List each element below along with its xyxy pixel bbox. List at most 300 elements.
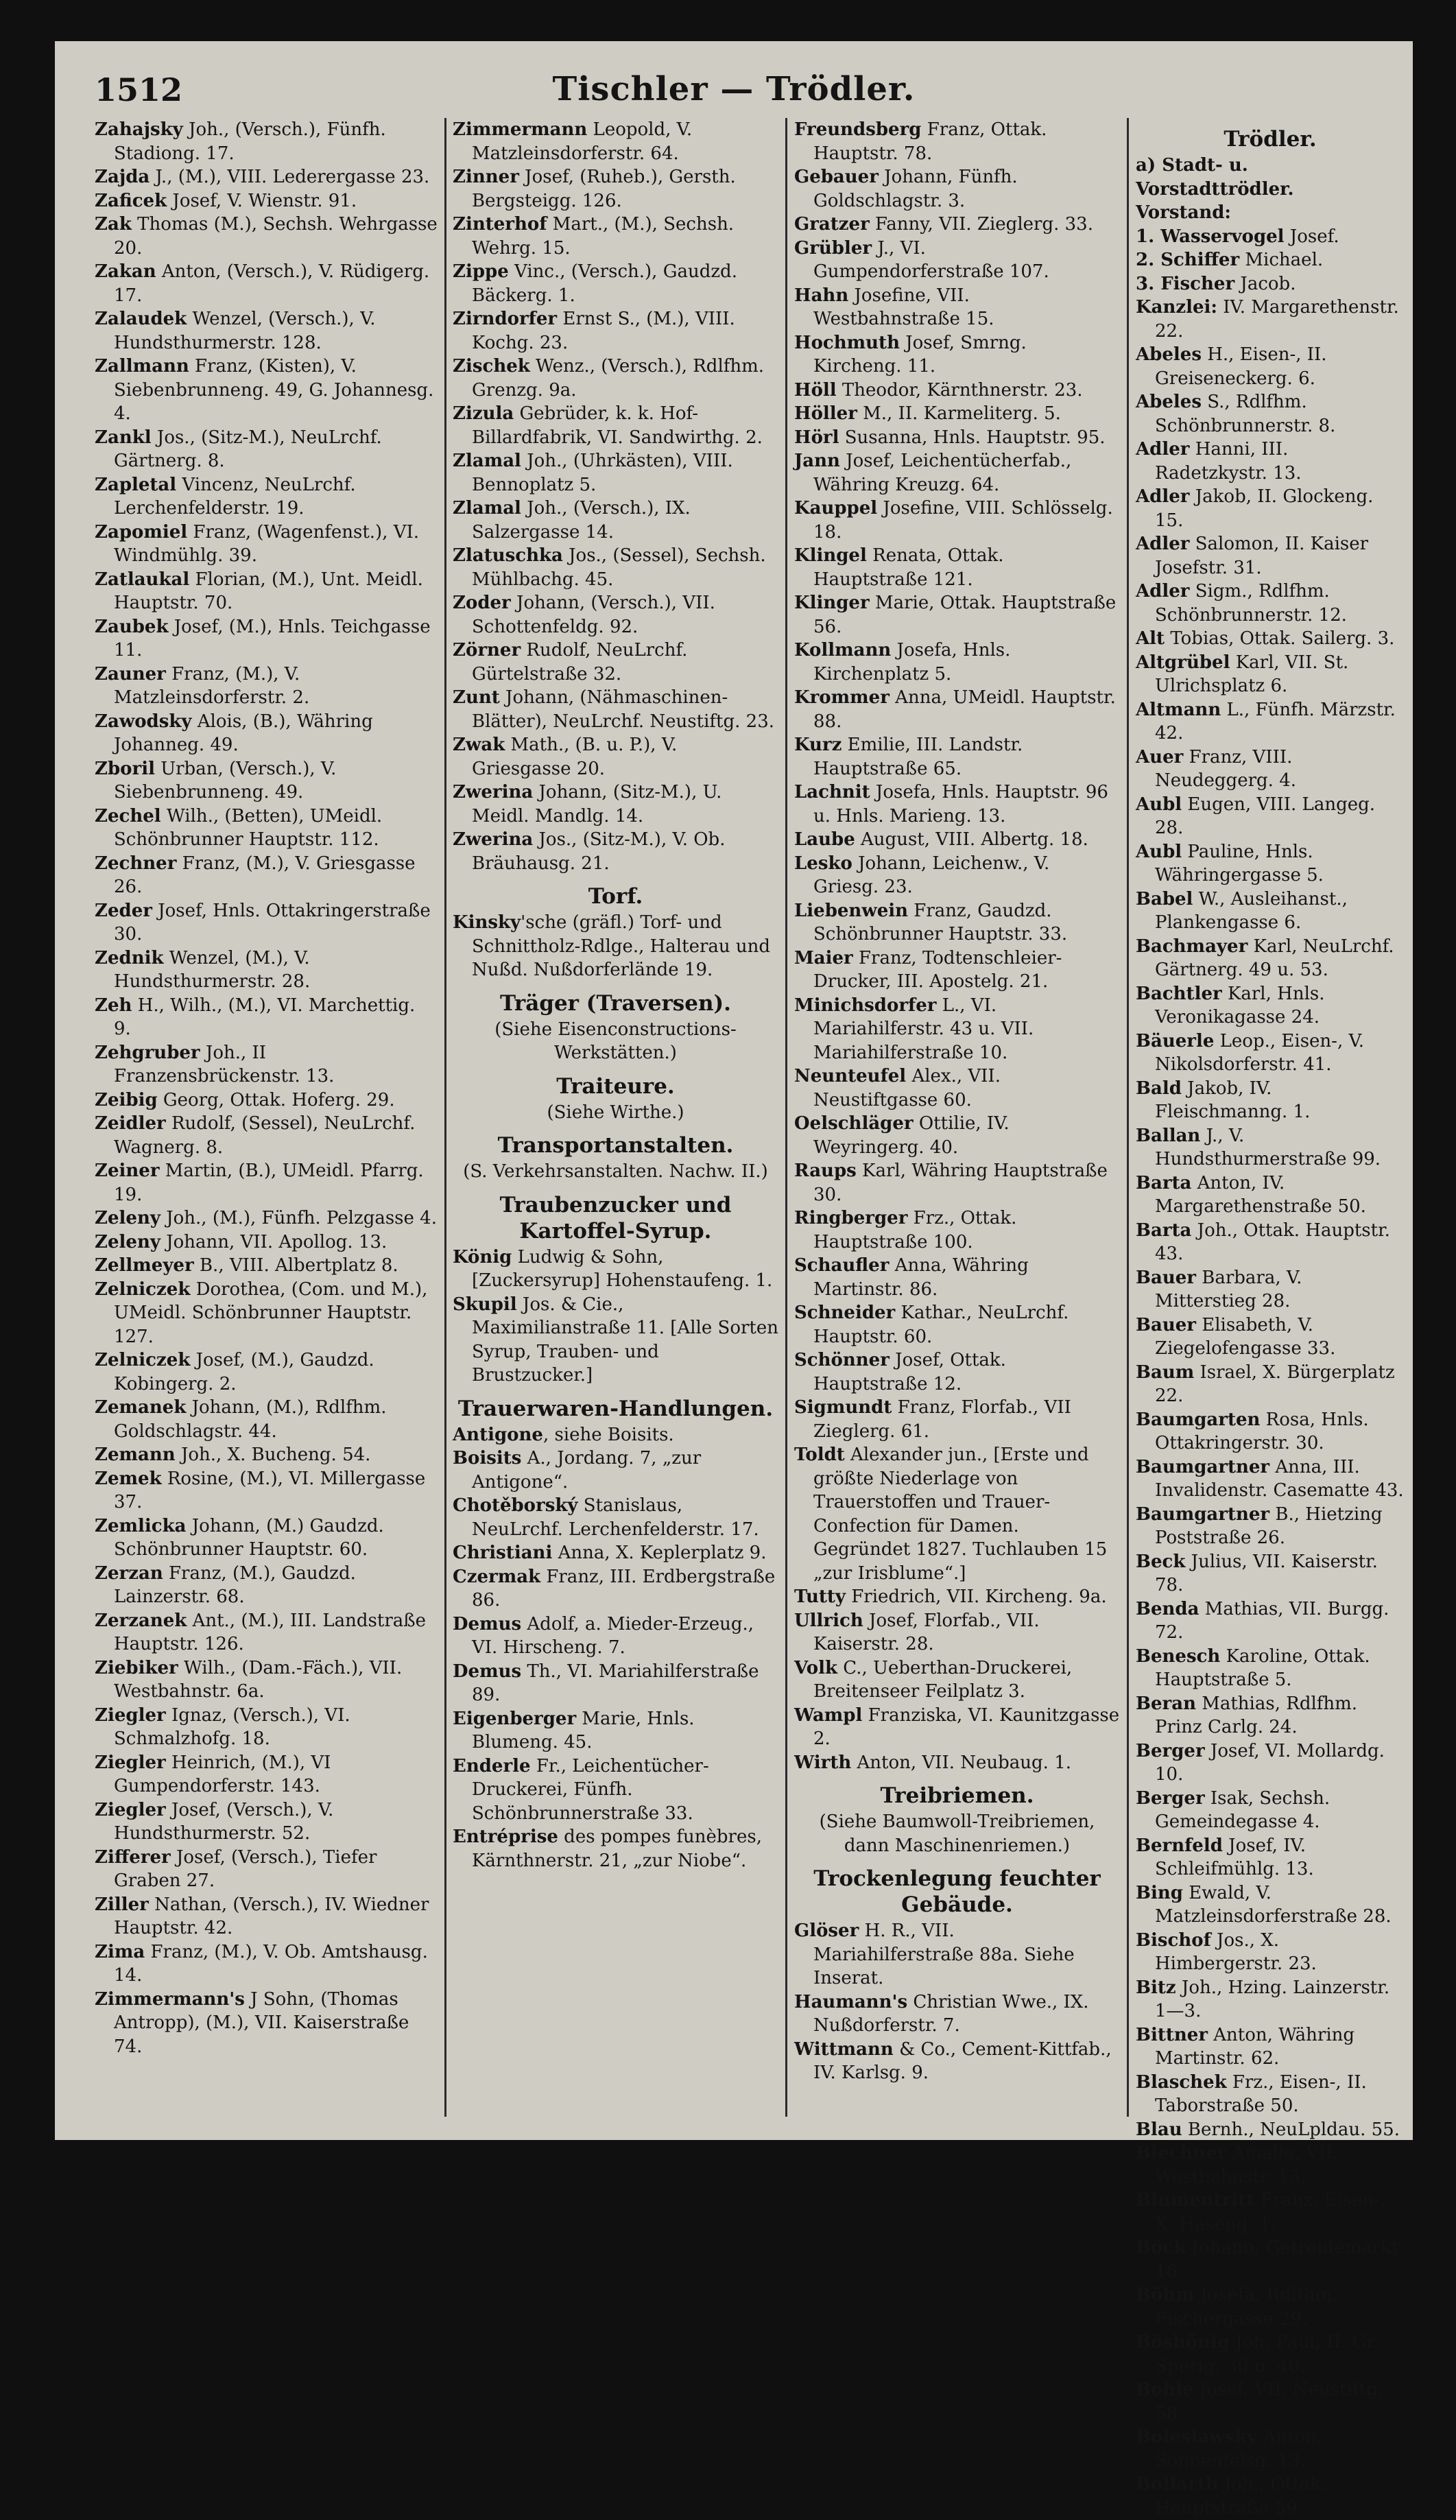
column-1 <box>95 118 438 2124</box>
entry-details: Ewald, V. Matzleinsdorferstraße 28. <box>1155 1882 1392 1927</box>
entry-details: A., Jordang. 7, „zur Antigone“. <box>472 1448 702 1493</box>
section-heading: Trockenlegung feuchter Gebäude. <box>813 1866 1101 1917</box>
directory-entry <box>95 1940 438 1988</box>
entry-name: Zunt <box>453 687 500 708</box>
directory-entry <box>794 1206 1120 1254</box>
directory-entry <box>95 521 438 568</box>
directory-entry <box>453 828 778 875</box>
column-rule <box>444 118 446 2117</box>
column-2 <box>453 118 778 2124</box>
entry-details: Sigm., Rdlfhm. Schönbrunnerstr. 12. <box>1155 581 1347 626</box>
entry-name: Zeibig <box>95 1089 158 1110</box>
directory-entry <box>1136 2473 1405 2520</box>
entry-details: Barbara, V. Mitterstieg 28. <box>1155 1267 1302 1311</box>
directory-entry <box>794 947 1120 994</box>
directory-entry <box>95 994 438 1041</box>
entry-details: Mathias, Rdlfhm. Prinz Carlg. 24. <box>1155 1693 1358 1737</box>
entry-details: Emilie, III. Landstr. Hauptstraße 65. <box>813 735 1023 779</box>
entry-name: Zauner <box>95 663 166 685</box>
directory-entry <box>95 1089 438 1113</box>
entry-name: Zelniczek <box>95 1279 191 1300</box>
entry-name: Entréprise <box>453 1827 558 1847</box>
entry-details: Johann, VII. Apollog. 13. <box>160 1231 387 1252</box>
entry-details: Rudolf, NeuLrchf. Gürtelstraße 32. <box>472 640 688 685</box>
entry-name: Ziegler <box>95 1799 166 1820</box>
directory-entry <box>95 426 438 473</box>
entry-name: Blaschek <box>1136 2071 1227 2093</box>
entry-details: Franz, Gaudzd. Schönbrunner Hauptstr. 33. <box>813 900 1068 944</box>
entry-name: Adler <box>1136 581 1190 602</box>
entry-details: Josef, Smrng. Kircheng. 11. <box>813 332 1027 377</box>
entry-name: Ringberger <box>794 1208 908 1228</box>
entry-name: Kinsky <box>453 912 521 933</box>
entry-details: Susanna, Hnls. Hauptstr. 95. <box>839 427 1106 448</box>
directory-entry <box>1136 343 1405 390</box>
entry-details: Gebrüder, k. k. Hof-Billardfabrik, VI. Sandwirthg. 2. <box>472 403 763 448</box>
entry-name: Blau <box>1136 2119 1182 2140</box>
entry-name: Ullrich <box>794 1610 863 1631</box>
entry-details: Karl, VII. St. Ulrichsplatz 6. <box>1155 652 1349 696</box>
entry-name: Oelschläger <box>794 1113 914 1134</box>
entry-name: Böck <box>1136 2237 1186 2258</box>
entry-name: Benesch <box>1136 1645 1221 1667</box>
entry-details: Martin, (B.), UMeidl. Pfarrg. 19. <box>114 1161 424 1205</box>
directory-entry <box>794 1348 1120 1396</box>
directory-entry <box>1136 2378 1405 2425</box>
entry-name: Aubl <box>1136 794 1182 815</box>
directory-entry <box>95 1041 438 1089</box>
column-rule <box>785 118 787 2117</box>
directory-entry <box>95 1396 438 1443</box>
directory-entry <box>95 1798 438 1846</box>
entry-name: Bäuerle <box>1136 1030 1215 1051</box>
directory-entry <box>95 1704 438 1751</box>
directory-entry <box>453 639 778 686</box>
entry-name: Ziebiker <box>95 1657 178 1678</box>
entry-name: Kollmann <box>794 640 892 661</box>
entry-name: Abeles <box>1136 344 1202 365</box>
entry-name: Kanzlei: <box>1136 297 1218 318</box>
entry-name: Zawodsky <box>95 711 192 732</box>
entry-details: Fanny, VII. Zieglerg. 33. <box>869 214 1093 235</box>
entry-name: Altmann <box>1136 699 1221 720</box>
entry-details: Alois, (B.), Währing Johanneg. 49. <box>114 711 373 755</box>
entry-name: Antigone <box>453 1424 543 1445</box>
entry-details: Joh., (Versch.), IX. Salzergasse 14. <box>472 498 691 543</box>
directory-entry <box>95 1278 438 1349</box>
entry-details: Josefa, Rdlfhm. Fischergasse 29. <box>1155 2285 1338 2329</box>
directory-entry <box>794 426 1120 450</box>
entry-details: H., Eisen-, II. Greiseneckerg. 6. <box>1155 344 1327 389</box>
entry-details: Josef, Florfab., VII. Kaiserstr. 28. <box>813 1610 1040 1654</box>
subheading: Vorstand: <box>1136 202 1232 223</box>
entry-name: Zboril <box>95 758 155 779</box>
entry-name: Wirth <box>794 1752 852 1773</box>
directory-entry <box>95 189 438 213</box>
entry-details: IV. Margarethenstr. 22. <box>1155 297 1399 342</box>
entry-details: Jos. & Cie., Maximilianstraße 11. [Alle Sorten Syrup, Trauben- und Brustzucker.] <box>472 1294 778 1386</box>
entry-details: Alex., VII. Neustiftgasse 60. <box>813 1066 1001 1110</box>
entry-details: Jakob, IV. Fleischmanng. 1. <box>1155 1078 1311 1122</box>
entry-name: Zemann <box>95 1445 176 1465</box>
directory-entry <box>794 165 1120 213</box>
directory-entry <box>453 1423 778 1447</box>
entry-details: W., Ausleihanst., Plankengasse 6. <box>1155 888 1348 933</box>
entry-details: Anton, Währing Martinstr. 62. <box>1155 2024 1355 2069</box>
entry-details: Franz, (M.), V. Matzleinsdorferstr. 2. <box>114 663 310 708</box>
entry-name: Zemlicka <box>95 1515 187 1536</box>
directory-entry <box>794 449 1120 497</box>
entry-details: Jacob. <box>1234 273 1296 294</box>
entry-name: Liebenwein <box>794 900 909 921</box>
entry-details: Ludwig & Sohn, [Zuckersyrup] Hohenstaufeng. 1. <box>472 1246 773 1291</box>
entry-name: Zifferer <box>95 1846 171 1868</box>
directory-entry <box>95 1751 438 1798</box>
entry-name: Zlatuschka <box>453 545 563 566</box>
entry-name: Laube <box>794 829 855 850</box>
entry-name: Zankl <box>95 427 152 448</box>
entry-name: Boisits <box>453 1448 522 1469</box>
entry-details: Joh. Paul, II. Gr. Sperlg. 30 u. 40. <box>1155 2332 1379 2377</box>
entry-name: Zellmeyer <box>95 1255 194 1276</box>
entry-details: Vincenz, NeuLrchf. Lerchenfelderstr. 19. <box>114 474 356 519</box>
entry-details: Franz, (M.), V. Griesgasse 26. <box>114 853 416 897</box>
directory-entry <box>453 1825 778 1873</box>
entry-name: Zemek <box>95 1468 162 1489</box>
entry-name: Zehgruber <box>95 1042 200 1063</box>
directory-entry <box>95 710 438 757</box>
directory-entry <box>794 497 1120 544</box>
entry-name: Glöser <box>794 1921 859 1941</box>
entry-name: Maier <box>794 947 853 968</box>
entry-name: Bauer <box>1136 1267 1196 1288</box>
entry-name: Zaficek <box>95 190 167 211</box>
entry-details: Joh., Hzing. Lainzerstr. 1—3. <box>1155 1977 1390 2021</box>
entry-details: & Co., Cement-Kittfab., IV. Karlsg. 9. <box>813 2038 1112 2083</box>
entry-name: Zapletal <box>95 474 177 495</box>
entry-name: Raups <box>794 1161 857 1181</box>
entry-name: Adler <box>1136 534 1190 554</box>
directory-entry <box>1136 1361 1405 1408</box>
entry-name: König <box>453 1246 512 1268</box>
directory-entry <box>794 994 1120 1065</box>
entry-details: Josef, V. Wienstr. 91. <box>167 190 357 211</box>
directory-entry <box>453 1755 778 1826</box>
entry-details: Franz, (Kisten), V. Siebenbrunneng. 49, G. Johannesg. 4. <box>114 356 434 424</box>
directory-entry <box>794 591 1120 639</box>
directory-entry <box>95 1893 438 1940</box>
entry-name: Baumgartner <box>1136 1503 1270 1525</box>
entry-name: Klingel <box>794 545 867 566</box>
entry-details: Josef, (M.), Hnls. Teichgasse 11. <box>114 616 431 661</box>
entry-name: Babel <box>1136 888 1193 910</box>
entry-details: Heinrich, (M.), VI Gumpendorferstr. 143. <box>114 1752 331 1796</box>
directory-entry <box>1136 2189 1405 2236</box>
entry-details: Johann, Fünfh. Goldschlagstr. 3. <box>813 167 1018 211</box>
directory-entry <box>453 544 778 591</box>
directory-entry <box>1136 1550 1405 1597</box>
entry-details: Hanni, III. Radetzkystr. 13. <box>1155 439 1302 484</box>
entry-name: Grübler <box>794 237 872 259</box>
entry-details: C., Ueberthan-Druckerei, Breitenseer Feilplatz 3. <box>813 1657 1073 1702</box>
entry-details: Theodor, Kärnthnerstr. 23. <box>836 379 1083 401</box>
entry-details: Anton, (Versch.), V. Rüdigerg. 17. <box>114 261 430 306</box>
entry-details: Rosine, (M.), VI. Millergasse 37. <box>114 1468 426 1512</box>
entry-details: J Sohn, (Thomas Antropp), (M.), VII. Kaiserstraße 74. <box>114 1988 409 2057</box>
directory-entry <box>794 213 1120 237</box>
entry-details: Math., (B. u. P.), V. Griesgasse 20. <box>472 735 678 779</box>
directory-entry <box>1136 2071 1405 2118</box>
directory-entry <box>794 1919 1120 1990</box>
directory-entry <box>1136 1881 1405 1929</box>
directory-entry <box>453 733 778 781</box>
entry-name: Benda <box>1136 1598 1200 1619</box>
entry-details: Josef, Hnls. Ottakringerstraße 30. <box>114 900 431 944</box>
entry-details: Anna, III. Invalidenstr. Casematte 43. <box>1155 1456 1404 1501</box>
entry-details: Johann, (Nähmaschinen-Blätter), NeuLrchf. Neustiftg. 23. <box>472 687 774 732</box>
entry-name: Zeiner <box>95 1161 160 1181</box>
entry-name: Zinterhof <box>453 214 547 235</box>
directory-entry <box>453 497 778 544</box>
directory-entry <box>794 852 1120 899</box>
entry-name: Demus <box>453 1661 522 1682</box>
entry-name: Ziller <box>95 1894 149 1915</box>
entry-name: Gratzer <box>794 214 870 235</box>
entry-details: H., Wilh., (M.), VI. Marchettig. 9. <box>114 995 416 1039</box>
directory-entry <box>1136 2236 1405 2283</box>
entry-name: Demus <box>453 1613 522 1635</box>
entry-name: Böshönig <box>1136 2332 1230 2353</box>
directory-entry <box>1136 2023 1405 2071</box>
entry-name: Zelniczek <box>95 1350 191 1370</box>
entry-name: Sigmundt <box>794 1397 892 1418</box>
directory-entry <box>1136 793 1405 840</box>
directory-entry <box>453 1613 778 1660</box>
entry-name: Zakan <box>95 261 156 282</box>
entry-details: Frz., Ottak. Hauptstraße 100. <box>813 1208 1017 1252</box>
entry-name: Berger <box>1136 1740 1205 1761</box>
entry-details: Josef, (M.), Gaudzd. Kobingerg. 2. <box>114 1350 374 1394</box>
directory-entry <box>1136 1739 1405 1787</box>
entry-details: Friedrich, VII. Kircheng. 9a. <box>846 1586 1107 1607</box>
entry-details: Josef, (Ruheb.), Gersth. Bergsteigg. 126. <box>472 167 736 211</box>
entry-details: Thomas (M.), Sechsh. Wehrgasse 20. <box>114 214 438 259</box>
entry-details: Stanislaus, NeuLrchf. Lerchenfelderstr. 17. <box>472 1495 759 1540</box>
entry-name: Zak <box>95 214 132 235</box>
directory-entry <box>95 615 438 663</box>
entry-name: Aubl <box>1136 841 1182 862</box>
entry-name: Zwak <box>453 735 505 755</box>
entry-name: Zlamal <box>453 498 521 519</box>
directory-entry <box>794 1990 1120 2038</box>
directory-entry <box>794 1585 1120 1609</box>
section-heading: Traiteure. <box>556 1073 675 1099</box>
entry-details: Karl, NeuLrchf. Gärtnerg. 49 u. 53. <box>1155 936 1394 980</box>
entry-name: Schönner <box>794 1350 890 1370</box>
entry-name: Krommer <box>794 687 890 708</box>
section-heading: Trödler. <box>1224 127 1317 152</box>
directory-entry <box>95 1988 438 2059</box>
entry-name: Wittmann <box>794 2038 894 2060</box>
entry-name: Böhm <box>1136 2285 1195 2305</box>
directory-entry <box>1136 1692 1405 1739</box>
entry-name: Barta <box>1136 1220 1192 1241</box>
directory-entry <box>1136 580 1405 627</box>
entry-name: Lachnit <box>794 782 870 803</box>
entry-name: Hahn <box>794 285 849 306</box>
directory-entry <box>1136 532 1405 580</box>
directory-entry <box>1136 698 1405 746</box>
directory-entry <box>794 118 1120 165</box>
directory-entry <box>453 1565 778 1613</box>
entry-name: Beran <box>1136 1693 1196 1714</box>
directory-entry <box>794 1396 1120 1443</box>
entry-name: Zizula <box>453 403 514 424</box>
entry-name: Altgrübel <box>1136 652 1230 673</box>
directory-entry <box>95 1254 438 1278</box>
entry-details: Urban, (Versch.), V. Siebenbrunneng. 49. <box>114 758 337 803</box>
entry-name: Zima <box>95 1941 145 1962</box>
entry-details: August, VIII. Albertg. 18. <box>855 829 1088 850</box>
entry-name: Zeder <box>95 900 152 921</box>
directory-entry <box>1136 2141 1405 2189</box>
directory-entry <box>453 1447 778 1494</box>
entry-name: Hochmuth <box>794 332 900 353</box>
directory-page <box>55 41 1413 2519</box>
entry-name: Bald <box>1136 1078 1182 1099</box>
directory-entry <box>794 899 1120 947</box>
entry-name: 1. Wasservogel <box>1136 226 1285 247</box>
entry-details: Kathar., NeuLrchf. Hauptstr. 60. <box>813 1303 1069 1347</box>
entry-name: Baumgarten <box>1136 1409 1261 1430</box>
directory-entry <box>95 1467 438 1514</box>
entry-details: Josefa, Hnls. Kirchenplatz 5. <box>813 640 1011 685</box>
entry-details: Joh., X. Bucheng. 54. <box>175 1445 371 1465</box>
entry-name: Skupil <box>453 1294 517 1315</box>
directory-entry <box>794 237 1120 284</box>
directory-entry <box>794 1443 1120 1585</box>
directory-entry <box>1136 840 1405 888</box>
entry-name: Höller <box>794 403 857 424</box>
directory-entry <box>1136 746 1405 793</box>
directory-entry <box>453 260 778 307</box>
entry-details: Ernst S., (M.), VIII. Kochg. 23. <box>472 309 735 353</box>
directory-entry <box>1136 1408 1405 1455</box>
directory-entry <box>794 733 1120 781</box>
directory-entry <box>453 1707 778 1755</box>
directory-entry <box>453 449 778 497</box>
entry-details: J., (M.), VIII. Lederergasse 23. <box>150 167 430 187</box>
entry-name: Zwerina <box>453 829 534 850</box>
section-heading: Traubenzucker und Kartoffel-Syrup. <box>499 1192 732 1244</box>
entry-details: Franziska, VI. Kaunitzgasse 2. <box>813 1704 1120 1749</box>
entry-details: Ant., (M.), III. Landstraße Hauptstr. 126. <box>114 1610 426 1654</box>
directory-entry <box>1136 2118 1405 2142</box>
entry-details: Alexander jun., [Erste und größte Niederlage von Trauerstoffen und Trauer-Confection für Damen. Gegründet 1827. Tuchlauben 15 „zur Irisblume“.] <box>813 1445 1108 1584</box>
entry-details: Johann, Getreidemarkt 16. <box>1155 2237 1399 2282</box>
directory-entry <box>794 331 1120 379</box>
entry-name: Zechel <box>95 805 161 827</box>
directory-entry <box>1136 1503 1405 1550</box>
entry-details: Ottilie, IV. Weyringerg. 40. <box>813 1113 1010 1158</box>
section-heading: Träger (Traversen). <box>500 990 731 1016</box>
entry-details: Fr., Leichentücher-Druckerei, Fünfh. Schönbrunnerstraße 33. <box>472 1755 709 1824</box>
directory-entry <box>95 165 438 189</box>
entry-details: Joh., (Uhrkästen), VIII. Bennoplatz 5. <box>472 451 733 495</box>
directory-entry <box>95 1231 438 1255</box>
entry-details: Franz, (M.), Gaudzd. Lainzerstr. 68. <box>114 1562 356 1607</box>
cross-reference-note: (Siehe Baumwoll-Treibriemen, dann Maschinenriemen.) <box>819 1811 1095 1856</box>
directory-entry <box>95 118 438 165</box>
entry-details: Franz, Eisen-, X. Haseng. 1. <box>1155 2190 1386 2235</box>
directory-entry <box>794 828 1120 852</box>
entry-details: Adolf, a. Mieder-Erzeug., VI. Hirscheng. 7. <box>472 1613 754 1658</box>
entry-details: Josefa, Hnls. Hauptstr. 96 u. Hnls. Marieng. 13. <box>813 782 1108 827</box>
entry-details: Anton, IV. Margarethenstraße 50. <box>1155 1172 1366 1217</box>
directory-entry <box>95 473 438 521</box>
entry-name: Zippe <box>453 261 509 282</box>
directory-entry <box>95 947 438 994</box>
entry-name: Baumgartner <box>1136 1456 1270 1477</box>
entry-details: Christian Wwe., IX. Nußdorferstr. 7. <box>813 1991 1089 2036</box>
entry-name: Auer <box>1136 746 1184 768</box>
entry-name: Eigenberger <box>453 1708 577 1729</box>
directory-entry <box>1136 296 1405 343</box>
entry-name: Zlamal <box>453 451 521 471</box>
directory-entry <box>453 307 778 355</box>
entry-details: Anna, Währing Martinstr. 86. <box>813 1255 1029 1300</box>
entry-details: Rosa, Hnls. Ottakringerstr. 30. <box>1155 1409 1369 1453</box>
directory-entry <box>95 355 438 426</box>
entry-name: Blumentritt <box>1136 2190 1255 2211</box>
directory-entry <box>1136 2283 1405 2331</box>
entry-name: Ziegler <box>95 1752 166 1773</box>
directory-entry <box>1136 2425 1405 2473</box>
directory-entry <box>453 1293 778 1388</box>
directory-entry <box>794 1704 1120 1751</box>
entry-details: Anna, UMeidl. Hauptstr. 88. <box>813 687 1116 732</box>
entry-details: Renata, Ottak. Hauptstraße 121. <box>813 545 1004 590</box>
entry-details: Amalie, VII. Westbahnstr. 13. <box>1155 2143 1339 2187</box>
directory-entry <box>95 1656 438 1704</box>
directory-entry <box>95 1348 438 1396</box>
entry-name: Zaubek <box>95 616 169 637</box>
entry-details: J., VI. Gumpendorferstraße 107. <box>813 237 1049 282</box>
entry-details: Ignaz, (Versch.), VI. Schmalzhofg. 18. <box>114 1704 350 1749</box>
page-number: 1512 <box>95 71 183 108</box>
entry-details: Anton, Sonnenfelsg. 13. <box>1155 2427 1323 2471</box>
entry-name: Zimmermann <box>453 119 588 140</box>
directory-entry <box>794 639 1120 686</box>
directory-entry <box>794 1254 1120 1301</box>
entry-details: Leopold, V. Matzleinsdorferstr. 64. <box>472 119 693 164</box>
entry-name: Bing <box>1136 1882 1183 1903</box>
section-heading: Treibriemen. <box>880 1783 1034 1808</box>
directory-entry <box>453 591 778 639</box>
entry-details: Elisabeth, V. Ziegelofengasse 33. <box>1155 1314 1336 1359</box>
entry-name: Bitz <box>1136 1977 1176 1998</box>
entry-details: Wenzel, (Versch.), V. Hundsthurmerstr. 128. <box>114 309 376 353</box>
entry-details: J., V. Hundsthurmerstraße 99. <box>1155 1125 1381 1169</box>
entry-details: S., Rdlfhm. Schönbrunnerstr. 8. <box>1155 392 1336 436</box>
directory-entry <box>453 1246 778 1293</box>
entry-details: Th., VI. Mariahilferstraße 89. <box>472 1661 759 1705</box>
entry-name: Schneider <box>794 1303 896 1323</box>
entry-details: Wenz., (Versch.), Rdlfhm. Grenzg. 9a. <box>472 356 765 401</box>
entry-details: Karl, Hnls. Veronikagasse 24. <box>1155 983 1325 1027</box>
directory-entry <box>95 899 438 947</box>
directory-entry <box>794 544 1120 591</box>
